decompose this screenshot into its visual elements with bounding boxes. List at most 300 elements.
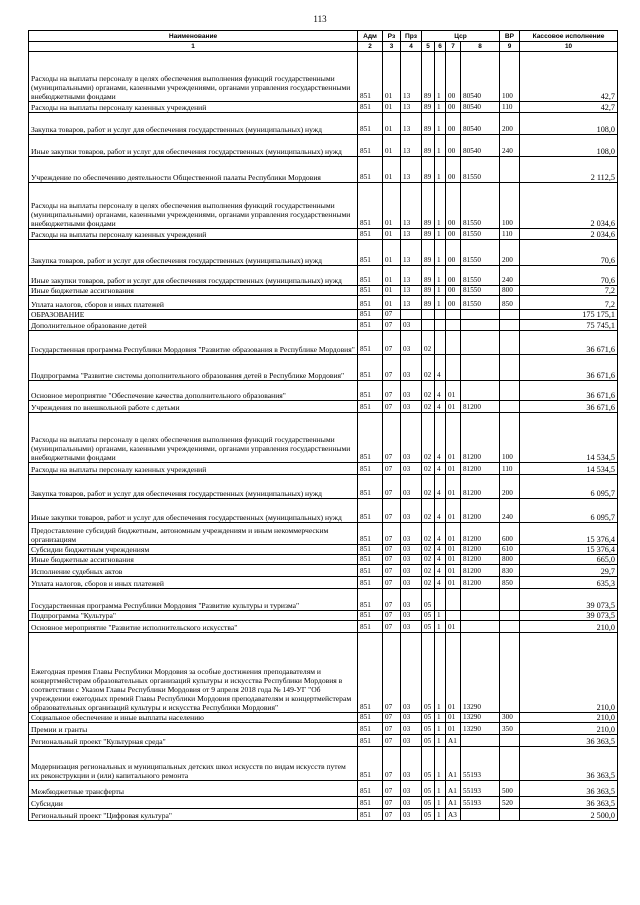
table-row (29, 475, 618, 499)
row-rz: 07 (383, 523, 401, 545)
row-rz: 07 (383, 463, 401, 475)
row-amount: 36 363,5 (520, 781, 618, 797)
row-amount: 39 073,5 (520, 589, 618, 611)
row-name: Субсидии бюджетным учреждениям (29, 545, 358, 555)
row-prz: 13 (401, 296, 422, 310)
row-csr-event (446, 310, 461, 320)
row-csr-event: A3 (446, 809, 461, 821)
row-prz: 03 (401, 355, 422, 381)
row-csr-subprogram: 1 (435, 102, 446, 113)
row-prz: 13 (401, 113, 422, 135)
row-name: Иные закупки товаров, работ и услуг для обеспечения государственных (муниципальных) нужд (29, 499, 358, 523)
column-number: 8 (461, 42, 500, 52)
row-csr-program: 89 (422, 135, 435, 157)
row-name: Государственная программа Республики Мордовия "Развитие культуры и туризма" (29, 589, 358, 611)
row-csr-subprogram: 1 (435, 135, 446, 157)
row-rz: 07 (383, 381, 401, 401)
row-csr-program (422, 320, 435, 331)
row-adm: 851 (358, 157, 383, 183)
row-csr-direction: 80540 (461, 135, 500, 157)
row-rz: 07 (383, 401, 401, 413)
row-amount: 36 671,6 (520, 355, 618, 381)
row-csr-direction (461, 331, 500, 355)
row-csr-program: 02 (422, 577, 435, 589)
row-vr (500, 331, 520, 355)
row-csr-direction: 81550 (461, 240, 500, 266)
row-prz: 03 (401, 589, 422, 611)
row-adm: 851 (358, 735, 383, 747)
table-row (29, 747, 618, 781)
row-csr-direction: 81200 (461, 413, 500, 463)
row-adm: 851 (358, 555, 383, 565)
row-prz: 03 (401, 331, 422, 355)
column-number: 3 (383, 42, 401, 52)
row-amount: 36 671,6 (520, 381, 618, 401)
row-prz: 03 (401, 633, 422, 713)
column-number: 10 (520, 42, 618, 52)
row-prz: 03 (401, 545, 422, 555)
row-vr: 800 (500, 555, 520, 565)
row-vr (500, 809, 520, 821)
row-adm: 851 (358, 240, 383, 266)
row-csr-direction: 55193 (461, 797, 500, 809)
row-csr-event: 01 (446, 555, 461, 565)
row-csr-direction: 81550 (461, 157, 500, 183)
row-vr (500, 401, 520, 413)
row-csr-program: 02 (422, 331, 435, 355)
row-csr-subprogram: 1 (435, 286, 446, 296)
row-name: Ежегодная премия Главы Республики Мордовия за особые достижения преподавателям и концертмейстерам образовательных организаций культуры и искусства Республики Мордовия в соответствии с Указом Главы Республики Мордовия от 9 апреля 2018 года № 149-УГ "Об учреждении ежегодных премий Главы Республики Мордовия преподавателям и концертмейстерам образовательных организаций культуры и искусства Республики Мордовия" (29, 633, 358, 713)
row-adm: 851 (358, 621, 383, 633)
row-csr-program: 02 (422, 499, 435, 523)
row-csr-program: 05 (422, 747, 435, 781)
row-amount: 29,7 (520, 565, 618, 577)
table-row (29, 735, 618, 747)
row-adm: 851 (358, 52, 383, 102)
row-name: Закупка товаров, работ и услуг для обеспечения государственных (муниципальных) нужд (29, 475, 358, 499)
row-name: Дополнительное образование детей (29, 320, 358, 331)
row-amount: 6 095,7 (520, 499, 618, 523)
row-csr-direction: 81200 (461, 577, 500, 589)
table-row (29, 296, 618, 310)
row-csr-direction: 81550 (461, 266, 500, 286)
row-prz: 13 (401, 183, 422, 229)
row-prz: 13 (401, 266, 422, 286)
row-vr (500, 735, 520, 747)
row-amount: 70,6 (520, 240, 618, 266)
row-rz: 07 (383, 781, 401, 797)
row-csr-subprogram (435, 331, 446, 355)
row-csr-direction (461, 589, 500, 611)
column-number: 2 (358, 42, 383, 52)
row-prz: 03 (401, 381, 422, 401)
row-csr-event: 01 (446, 723, 461, 735)
row-vr (500, 157, 520, 183)
table-row (29, 413, 618, 463)
row-csr-subprogram: 4 (435, 545, 446, 555)
row-csr-event: 00 (446, 157, 461, 183)
header-amount: Кассовое исполнение (520, 31, 618, 42)
row-vr (500, 589, 520, 611)
row-rz: 01 (383, 286, 401, 296)
row-csr-program: 89 (422, 157, 435, 183)
row-adm: 851 (358, 310, 383, 320)
row-rz: 01 (383, 296, 401, 310)
row-csr-subprogram: 4 (435, 475, 446, 499)
row-csr-subprogram: 1 (435, 735, 446, 747)
row-csr-event (446, 331, 461, 355)
row-csr-subprogram: 4 (435, 523, 446, 545)
row-csr-subprogram: 1 (435, 747, 446, 781)
row-name: Иные бюджетные ассигнования (29, 555, 358, 565)
row-vr: 110 (500, 463, 520, 475)
row-csr-event: 01 (446, 413, 461, 463)
row-name: Модернизация региональных и муниципальных детских школ искусств по видам искусств путем их реконструкции и (или) капитального ремонта (29, 747, 358, 781)
row-rz: 01 (383, 113, 401, 135)
row-prz: 03 (401, 611, 422, 621)
row-csr-subprogram: 1 (435, 611, 446, 621)
row-csr-program: 02 (422, 463, 435, 475)
row-rz: 07 (383, 611, 401, 621)
row-rz: 07 (383, 545, 401, 555)
row-csr-subprogram: 1 (435, 621, 446, 633)
table-row (29, 523, 618, 545)
row-csr-program: 02 (422, 381, 435, 401)
row-vr (500, 381, 520, 401)
row-csr-event: 00 (446, 286, 461, 296)
row-name: Закупка товаров, работ и услуг для обеспечения государственных (муниципальных) нужд (29, 113, 358, 135)
row-vr: 610 (500, 545, 520, 555)
table-row (29, 320, 618, 331)
row-csr-subprogram: 4 (435, 577, 446, 589)
row-name: Иные закупки товаров, работ и услуг для обеспечения государственных (муниципальных) нужд (29, 135, 358, 157)
row-csr-program: 89 (422, 286, 435, 296)
row-amount: 210,0 (520, 621, 618, 633)
row-csr-subprogram: 1 (435, 113, 446, 135)
row-csr-program: 05 (422, 713, 435, 723)
row-csr-direction: 81200 (461, 565, 500, 577)
row-amount: 210,0 (520, 723, 618, 735)
row-csr-subprogram: 1 (435, 713, 446, 723)
row-rz: 01 (383, 135, 401, 157)
row-prz: 03 (401, 735, 422, 747)
row-adm: 851 (358, 355, 383, 381)
row-rz: 07 (383, 809, 401, 821)
row-name: Субсидии (29, 797, 358, 809)
row-rz: 07 (383, 310, 401, 320)
row-name: Уплата налогов, сборов и иных платежей (29, 577, 358, 589)
row-rz: 07 (383, 331, 401, 355)
row-adm: 851 (358, 381, 383, 401)
row-adm: 851 (358, 183, 383, 229)
table-row (29, 723, 618, 735)
row-csr-subprogram: 1 (435, 240, 446, 266)
header-csr: Цср (422, 31, 500, 42)
row-prz: 03 (401, 401, 422, 413)
row-prz: 03 (401, 797, 422, 809)
row-vr: 110 (500, 229, 520, 240)
row-rz: 07 (383, 555, 401, 565)
table-row (29, 183, 618, 229)
table-row (29, 611, 618, 621)
row-amount: 70,6 (520, 266, 618, 286)
row-name: Подпрограмма "Культура" (29, 611, 358, 621)
row-csr-event: 00 (446, 229, 461, 240)
table-row (29, 797, 618, 809)
header-rz: Рз (383, 31, 401, 42)
row-csr-event: 01 (446, 475, 461, 499)
row-csr-event (446, 320, 461, 331)
row-csr-event: 00 (446, 183, 461, 229)
row-adm: 851 (358, 797, 383, 809)
row-csr-program: 89 (422, 102, 435, 113)
row-adm: 851 (358, 320, 383, 331)
row-csr-program (422, 310, 435, 320)
table-row (29, 157, 618, 183)
row-csr-subprogram: 1 (435, 52, 446, 102)
row-amount: 14 534,5 (520, 413, 618, 463)
row-csr-direction: 81200 (461, 475, 500, 499)
row-prz: 03 (401, 723, 422, 735)
row-adm: 851 (358, 413, 383, 463)
row-rz: 01 (383, 229, 401, 240)
table-row (29, 633, 618, 713)
row-adm: 851 (358, 499, 383, 523)
row-name: Иные закупки товаров, работ и услуг для обеспечения государственных (муниципальных) нужд (29, 266, 358, 286)
row-rz: 07 (383, 797, 401, 809)
row-name: Исполнение судебных актов (29, 565, 358, 577)
row-vr: 850 (500, 577, 520, 589)
row-name: Социальное обеспечение и иные выплаты населению (29, 713, 358, 723)
row-csr-event: 01 (446, 565, 461, 577)
table-row (29, 331, 618, 355)
row-vr: 100 (500, 183, 520, 229)
row-amount: 7,2 (520, 286, 618, 296)
row-csr-subprogram: 1 (435, 157, 446, 183)
row-prz: 03 (401, 565, 422, 577)
row-csr-subprogram: 1 (435, 633, 446, 713)
row-prz: 13 (401, 135, 422, 157)
row-adm: 851 (358, 113, 383, 135)
row-prz: 13 (401, 240, 422, 266)
row-csr-program: 89 (422, 296, 435, 310)
row-vr (500, 355, 520, 381)
row-vr: 100 (500, 413, 520, 463)
row-amount: 36 671,6 (520, 401, 618, 413)
row-csr-direction (461, 621, 500, 633)
table-row (29, 266, 618, 286)
row-csr-subprogram: 1 (435, 296, 446, 310)
row-amount: 2 034,6 (520, 229, 618, 240)
row-rz: 07 (383, 320, 401, 331)
table-row (29, 135, 618, 157)
row-csr-event (446, 355, 461, 381)
row-csr-subprogram: 4 (435, 381, 446, 401)
row-adm: 851 (358, 401, 383, 413)
row-vr: 830 (500, 565, 520, 577)
row-csr-subprogram: 1 (435, 809, 446, 821)
row-rz: 01 (383, 183, 401, 229)
row-csr-subprogram: 4 (435, 565, 446, 577)
row-rz: 07 (383, 413, 401, 463)
header-name: Наименование (29, 31, 358, 42)
row-name: Учреждение по обеспечению деятельности Общественной палаты Республики Мордовия (29, 157, 358, 183)
row-prz: 03 (401, 747, 422, 781)
row-name: Межбюджетные трансферты (29, 781, 358, 797)
row-name: Учреждения по внешкольной работе с детьми (29, 401, 358, 413)
row-prz: 03 (401, 621, 422, 633)
row-csr-direction: 80540 (461, 102, 500, 113)
row-amount: 75 745,1 (520, 320, 618, 331)
row-vr (500, 621, 520, 633)
row-vr: 200 (500, 240, 520, 266)
row-csr-program: 89 (422, 183, 435, 229)
row-adm: 851 (358, 713, 383, 723)
header-row (29, 31, 618, 42)
row-csr-event: 00 (446, 102, 461, 113)
row-csr-subprogram: 4 (435, 355, 446, 381)
row-prz: 03 (401, 413, 422, 463)
page-number: 113 (313, 14, 327, 24)
row-csr-direction: 81200 (461, 463, 500, 475)
row-csr-direction: 80540 (461, 52, 500, 102)
row-adm: 851 (358, 135, 383, 157)
row-vr: 240 (500, 135, 520, 157)
row-name: Расходы на выплаты персоналу казенных учреждений (29, 229, 358, 240)
table-row (29, 355, 618, 381)
row-prz: 03 (401, 555, 422, 565)
row-csr-direction: 81550 (461, 286, 500, 296)
row-vr: 110 (500, 102, 520, 113)
row-vr: 200 (500, 475, 520, 499)
row-csr-event: 01 (446, 463, 461, 475)
row-rz: 01 (383, 266, 401, 286)
table-row (29, 545, 618, 555)
row-csr-program: 05 (422, 809, 435, 821)
row-name: Основное мероприятие "Обеспечение качества дополнительного образования" (29, 381, 358, 401)
row-csr-event: A1 (446, 747, 461, 781)
row-prz: 03 (401, 809, 422, 821)
row-csr-event: 01 (446, 523, 461, 545)
row-amount: 36 671,6 (520, 331, 618, 355)
row-csr-program: 02 (422, 355, 435, 381)
row-adm: 851 (358, 463, 383, 475)
row-csr-direction: 81200 (461, 545, 500, 555)
row-name: Расходы на выплаты персоналу в целях обеспечения выполнения функций государственными (муниципальными) органами, казенными учреждениями, органами управления государственными внебюджетными фондами (29, 52, 358, 102)
row-csr-event: A1 (446, 781, 461, 797)
row-amount: 39 073,5 (520, 611, 618, 621)
row-csr-direction: 81200 (461, 401, 500, 413)
row-prz: 03 (401, 523, 422, 545)
row-vr: 520 (500, 797, 520, 809)
row-csr-program: 05 (422, 735, 435, 747)
row-vr (500, 320, 520, 331)
row-amount: 2 500,0 (520, 809, 618, 821)
row-csr-direction: 81200 (461, 523, 500, 545)
row-adm: 851 (358, 565, 383, 577)
row-adm: 851 (358, 229, 383, 240)
row-rz: 07 (383, 499, 401, 523)
row-prz: 13 (401, 102, 422, 113)
row-csr-program: 89 (422, 266, 435, 286)
row-name: ОБРАЗОВАНИЕ (29, 310, 358, 320)
row-csr-subprogram: 1 (435, 797, 446, 809)
row-csr-event: 00 (446, 266, 461, 286)
row-adm: 851 (358, 589, 383, 611)
row-prz: 13 (401, 229, 422, 240)
row-vr (500, 310, 520, 320)
row-csr-event (446, 611, 461, 621)
row-csr-direction (461, 611, 500, 621)
row-prz: 13 (401, 286, 422, 296)
row-rz: 07 (383, 577, 401, 589)
row-rz: 01 (383, 102, 401, 113)
row-amount: 665,0 (520, 555, 618, 565)
row-amount: 2 112,5 (520, 157, 618, 183)
row-csr-direction (461, 735, 500, 747)
row-adm: 851 (358, 475, 383, 499)
row-csr-subprogram: 1 (435, 723, 446, 735)
row-csr-event: 01 (446, 499, 461, 523)
row-csr-program: 05 (422, 781, 435, 797)
row-rz: 07 (383, 355, 401, 381)
row-vr: 240 (500, 499, 520, 523)
column-number-row (29, 42, 618, 52)
row-amount: 7,2 (520, 296, 618, 310)
row-amount: 635,3 (520, 577, 618, 589)
row-name: Расходы на выплаты персоналу казенных учреждений (29, 102, 358, 113)
row-prz: 03 (401, 320, 422, 331)
row-csr-event: 00 (446, 240, 461, 266)
table-row (29, 310, 618, 320)
row-amount: 175 175,1 (520, 310, 618, 320)
row-vr: 500 (500, 781, 520, 797)
row-csr-subprogram: 4 (435, 463, 446, 475)
row-csr-event (446, 589, 461, 611)
row-csr-event: A1 (446, 735, 461, 747)
row-csr-direction: 55193 (461, 747, 500, 781)
row-csr-event: 01 (446, 381, 461, 401)
row-amount: 15 376,4 (520, 545, 618, 555)
row-csr-program: 05 (422, 589, 435, 611)
row-prz: 03 (401, 475, 422, 499)
row-csr-program: 05 (422, 611, 435, 621)
row-csr-direction: 81550 (461, 229, 500, 240)
table-row (29, 577, 618, 589)
row-prz: 03 (401, 577, 422, 589)
row-amount: 2 034,6 (520, 183, 618, 229)
table-row (29, 102, 618, 113)
row-csr-event: A1 (446, 797, 461, 809)
row-adm: 851 (358, 296, 383, 310)
row-csr-event: 00 (446, 296, 461, 310)
row-csr-program: 89 (422, 240, 435, 266)
row-vr (500, 747, 520, 781)
row-csr-program: 89 (422, 113, 435, 135)
row-name: Уплата налогов, сборов и иных платежей (29, 296, 358, 310)
table-row (29, 229, 618, 240)
row-csr-direction: 13290 (461, 633, 500, 713)
row-amount: 108,0 (520, 113, 618, 135)
row-adm: 851 (358, 523, 383, 545)
row-csr-subprogram: 4 (435, 499, 446, 523)
row-csr-subprogram: 1 (435, 183, 446, 229)
row-prz: 13 (401, 52, 422, 102)
header-adm: Адм (358, 31, 383, 42)
row-vr: 100 (500, 52, 520, 102)
column-number: 7 (446, 42, 461, 52)
budget-execution-table (28, 30, 618, 821)
